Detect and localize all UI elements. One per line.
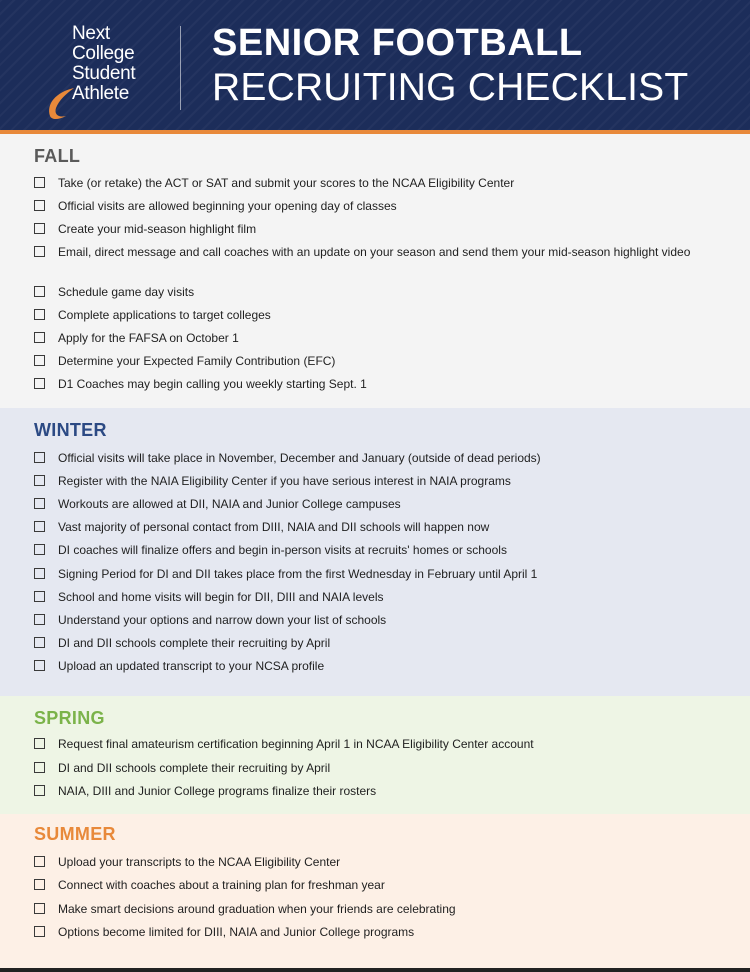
header-divider (180, 26, 181, 110)
section-heading-winter: WINTER (34, 420, 107, 440)
checklist-item-text: D1 Coaches may begin calling you weekly starting Sept. 1 (58, 377, 367, 391)
section-heading-summer: SUMMER (34, 824, 116, 844)
logo-line-athlete: Athlete (72, 83, 130, 104)
checklist-item-text: Connect with coaches about a training plan for freshman year (58, 878, 385, 892)
header-banner (0, 0, 750, 130)
checklist-item-text: Make smart decisions around graduation when your friends are celebrating (58, 902, 456, 916)
logo-swoosh-icon (44, 82, 104, 122)
checkbox[interactable] (34, 637, 45, 648)
checklist-item-text: Upload your transcripts to the NCAA Eligibility Center (58, 855, 341, 869)
logo-line-next: Next (72, 23, 110, 44)
ncsa-logo (44, 24, 164, 114)
checklist-item-text: Take (or retake) the ACT or SAT and submit your scores to the NCAA Eligibility Center (58, 176, 515, 190)
checkbox[interactable] (34, 475, 45, 486)
checklist-item-text: School and home visits will begin for DII, DIII and NAIA levels (58, 590, 384, 604)
checklist-item-text: Vast majority of personal contact from DIII, NAIA and DII schools will happen now (58, 520, 490, 534)
checklist-item-text: Email, direct message and call coaches with an update on your season and send them your mid-season highlight video (58, 245, 691, 259)
checkbox[interactable] (34, 879, 45, 890)
checkbox[interactable] (34, 762, 45, 773)
section-summer (0, 814, 750, 968)
checkbox[interactable] (34, 246, 45, 257)
checkbox[interactable] (34, 286, 45, 297)
checklist-item-text: Complete applications to target colleges (58, 308, 271, 322)
checklist-item-text: Official visits will take place in November, December and January (outside of dead periods) (58, 451, 541, 465)
checkbox[interactable] (34, 614, 45, 625)
checklist-item-text: NAIA, DIII and Junior College programs finalize their rosters (58, 784, 377, 798)
checklist-item-text: Official visits are allowed beginning your opening day of classes (58, 199, 397, 213)
checklist-item-text: DI and DII schools complete their recruiting by April (58, 761, 331, 775)
checkbox[interactable] (34, 544, 45, 555)
checkbox[interactable] (34, 521, 45, 532)
logo-line-college: College (72, 43, 135, 64)
checklist-item-text: Signing Period for DI and DII takes place from the first Wednesday in February until April 1 (58, 567, 538, 581)
checkbox[interactable] (34, 223, 45, 234)
checklist-item-text: DI and DII schools complete their recruiting by April (58, 636, 331, 650)
checkbox[interactable] (34, 177, 45, 188)
checklist-item-text: Understand your options and narrow down your list of schools (58, 613, 387, 627)
checkbox[interactable] (34, 452, 45, 463)
checkbox[interactable] (34, 903, 45, 914)
checkbox[interactable] (34, 785, 45, 796)
checklist-item-text: DI coaches will finalize offers and begin in-person visits at recruits' homes or schools (58, 543, 507, 557)
checklist-item-text: Apply for the FAFSA on October 1 (58, 331, 239, 345)
checklist-item-text: Upload an updated transcript to your NCSA profile (58, 659, 325, 673)
checkbox[interactable] (34, 591, 45, 602)
logo-line-student: Student (72, 63, 136, 84)
page-title-line1: SENIOR FOOTBALL (212, 22, 583, 64)
checkbox[interactable] (34, 926, 45, 937)
section-fall (0, 134, 750, 408)
section-heading-fall: FALL (34, 146, 81, 166)
checkbox[interactable] (34, 200, 45, 211)
checklist-item-text: Schedule game day visits (58, 285, 195, 299)
checkbox[interactable] (34, 355, 45, 366)
checklist-item-text: Determine your Expected Family Contribution (EFC) (58, 354, 336, 368)
checkbox[interactable] (34, 332, 45, 343)
section-spring (0, 696, 750, 814)
checkbox[interactable] (34, 309, 45, 320)
checklist-item-text: Register with the NAIA Eligibility Center if you have serious interest in NAIA programs (58, 474, 511, 488)
section-heading-spring: SPRING (34, 708, 105, 728)
checkbox[interactable] (34, 738, 45, 749)
page-title-line2: RECRUITING CHECKLIST (212, 66, 689, 109)
checkbox[interactable] (34, 568, 45, 579)
checklist-item-text: Options become limited for DIII, NAIA and Junior College programs (58, 925, 415, 939)
bottom-border (0, 968, 750, 972)
checkbox[interactable] (34, 856, 45, 867)
section-winter (0, 408, 750, 696)
checkbox[interactable] (34, 660, 45, 671)
checklist-item-text: Workouts are allowed at DII, NAIA and Junior College campuses (58, 497, 401, 511)
checklist-item-text: Request final amateurism certification beginning April 1 in NCAA Eligibility Center account (58, 737, 534, 751)
checkbox[interactable] (34, 498, 45, 509)
checklist-item-text: Create your mid-season highlight film (58, 222, 257, 236)
checkbox[interactable] (34, 378, 45, 389)
